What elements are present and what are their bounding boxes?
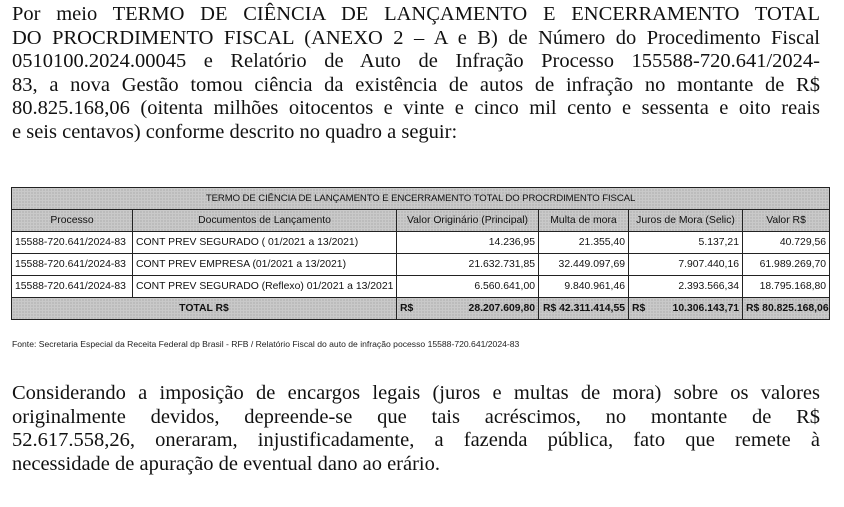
header-valor: Valor R$ [743,210,830,232]
cell-processo: 15588-720.641/2024-83 [12,232,133,254]
total-juros-currency-symbol: R$ [632,303,646,314]
cell-multa: 32.449.097,69 [539,254,629,276]
header-valor-original: Valor Originário (Principal) [397,210,539,232]
paragraph-line: Considerando a imposição de encargos legais (juros e multas de mora) sobre os valores [12,382,820,404]
total-juros-amount: 10.306.143,71 [672,303,739,314]
header-documentos: Documentos de Lançamento [133,210,397,232]
paragraph-line: 83, a nova Gestão tomou ciência da existência de autos de infração no montante de R$ [12,73,820,96]
cell-processo: 15588-720.641/2024-83 [12,276,133,298]
paragraph-line: 80.825.168,06 (oitenta milhões oitocentos e vinte e cinco mil cento e sessenta e oito reais [12,97,820,120]
total-label: TOTAL R$ [12,298,397,320]
cell-documento: CONT PREV SEGURADO (Reflexo) 01/2021 a 13/2021 [133,276,397,298]
assessment-table [11,187,830,320]
table-source-note: Fonte: Secretaria Especial da Receita Federal dp Brasil - RFB / Relatório Fiscal do auto de infração pocesso 15588-720.641/2024-83 [12,339,520,349]
header-multa: Multa de mora [539,210,629,232]
cell-multa: 21.355,40 [539,232,629,254]
cell-valor-original: 21.632.731,85 [397,254,539,276]
conclusion-paragraph [12,382,820,476]
total-valor-original-amount: 28.207.609,80 [468,303,535,314]
total-juros [629,298,743,320]
cell-multa: 9.840.961,46 [539,276,629,298]
cell-processo: 15588-720.641/2024-83 [12,254,133,276]
header-juros: Juros de Mora (Selic) [629,210,743,232]
total-multa: R$ 42.311.414,55 [539,298,629,320]
paragraph-line: originalmente devidos, depreende-se que tais acréscimos, no montante de R$ [12,405,820,428]
total-row [12,298,830,320]
cell-juros: 2.393.566,34 [629,276,743,298]
paragraph-line: 0510100.2024.00045 e Relatório de Auto de Infração Processo 155588-720.641/2024- [12,50,820,73]
assessment-table-container [11,187,829,320]
intro-paragraph [12,3,820,145]
table-row [12,254,830,276]
paragraph-line: Por meio TERMO DE CIÊNCIA DE LANÇAMENTO E ENCERRAMENTO TOTAL [12,3,820,25]
cell-valor: 61.989.269,70 [743,254,830,276]
cell-valor-original: 14.236,95 [397,232,539,254]
cell-documento: CONT PREV SEGURADO ( 01/2021 a 13/2021) [133,232,397,254]
cell-juros: 5.137,21 [629,232,743,254]
paragraph-line: necessidade de apuração de eventual dano ao erário. [12,452,440,475]
header-processo: Processo [12,210,133,232]
cell-valor: 18.795.168,80 [743,276,830,298]
paragraph-line: e seis centavos) conforme descrito no quadro a seguir: [12,120,458,143]
cell-valor: 40.729,56 [743,232,830,254]
cell-juros: 7.907.440,16 [629,254,743,276]
table-row [12,276,830,298]
table-row [12,232,830,254]
total-valor: R$ 80.825.168,06 [743,298,830,320]
cell-valor-original: 6.560.641,00 [397,276,539,298]
table-title: TERMO DE CIÊNCIA DE LANÇAMENTO E ENCERRAMENTO TOTAL DO PROCRDIMENTO FISCAL [12,188,830,210]
paragraph-line: DO PROCRDIMENTO FISCAL (ANEXO 2 – A e B) de Número do Procedimento Fiscal [12,26,820,49]
cell-documento: CONT PREV EMPRESA (01/2021 a 13/2021) [133,254,397,276]
total-currency-symbol: R$ [400,303,414,314]
paragraph-line: 52.617.558,26, oneraram, injustificadamente, a fazenda pública, fato que remete à [12,429,820,452]
total-valor-original [397,298,539,320]
